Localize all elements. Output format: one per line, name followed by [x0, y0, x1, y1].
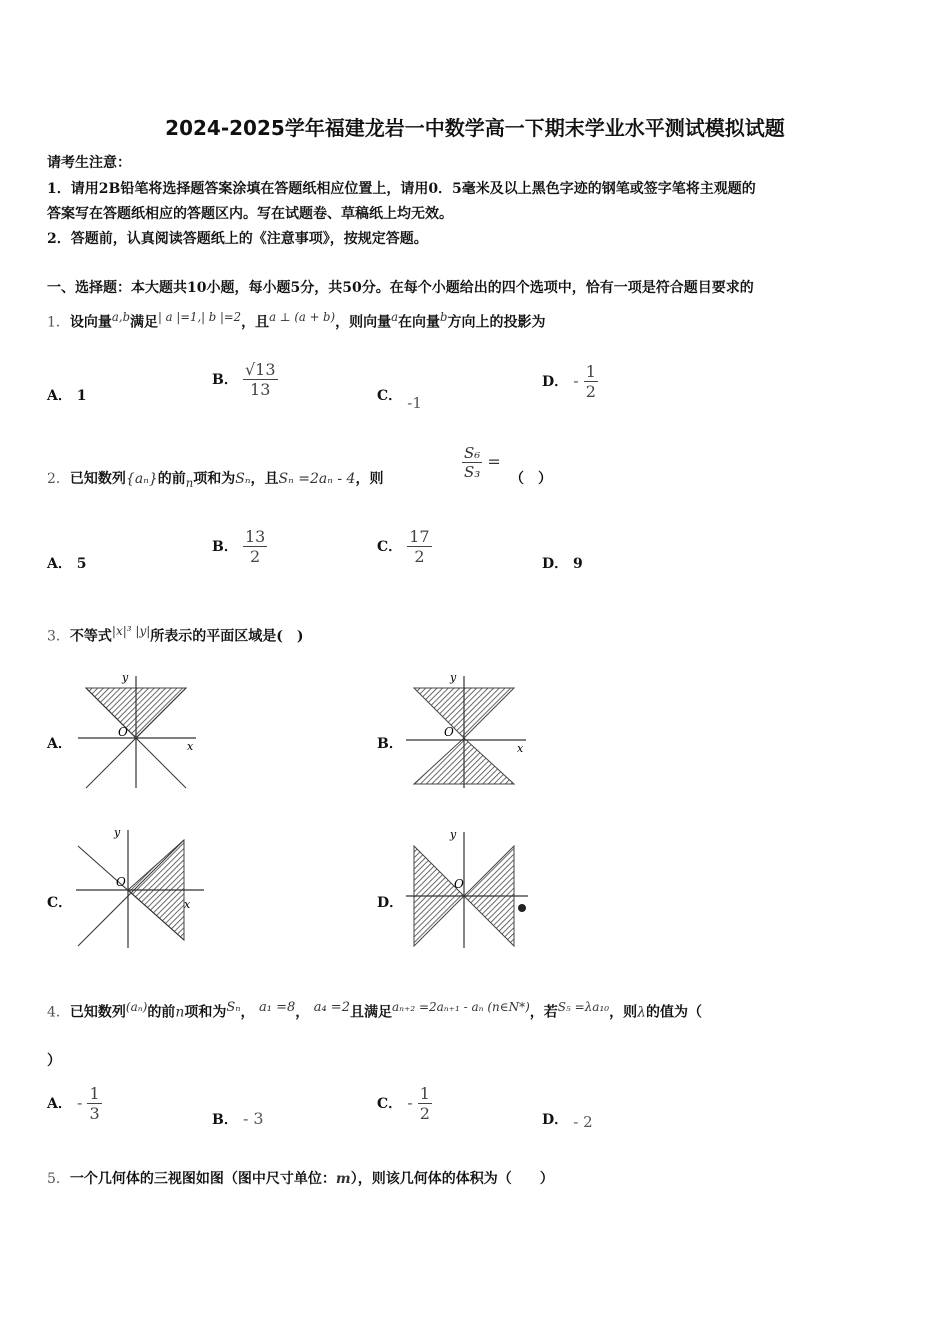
page-title: 2024-2025学年福建龙岩一中数学高一下期末学业水平测试模拟试题 [165, 116, 785, 140]
q1-number: 1． [47, 314, 70, 331]
notice-item-1a: 1．请用2B铅笔将选择题答案涂填在答题纸相应位置上，请用0．5毫米及以上黑色字迹的钢笔或签字笔将主观题的 [47, 181, 756, 197]
notice-item-1b: 答案写在答题纸相应的答题区内。写在试题卷、草稿纸上均无效。 [47, 206, 453, 222]
q4-option-a[interactable]: A． - $\frac{1}{3}$ [47, 1084, 100, 1123]
q2-paren: （ ） [510, 471, 552, 487]
notice-item-2: 2．答题前，认真阅读答题纸上的《注意事项》，按规定答题。 [47, 231, 428, 247]
svg-text:y: y [450, 828, 457, 841]
q4-option-b[interactable]: B． - 3 [212, 1109, 264, 1128]
svg-text:O: O [454, 877, 464, 891]
question-3: 3．不等式$^{|x|^3 |y|}$所表示的平面区域是( ) [47, 624, 304, 645]
svg-text:y: y [114, 826, 121, 839]
svg-text:O: O [116, 875, 126, 889]
q3-graph-b[interactable] [400, 668, 530, 790]
q4-option-d[interactable]: D． - 2 [542, 1112, 593, 1131]
question-5: 5．一个几何体的三视图如图（图中尺寸单位：m），则该几何体的体积为（ ） [47, 1171, 554, 1187]
svg-text:y: y [122, 671, 129, 684]
q2-option-c[interactable]: C． $\frac{17}{2}$ [377, 527, 430, 566]
section-heading: 一、选择题：本大题共10小题，每小题5分，共50分。在每个小题给出的四个选项中，恰有一项是符合题目要求的 [47, 280, 754, 296]
q1-option-c[interactable]: C． -1 [377, 388, 422, 412]
q2-option-d[interactable]: D． 9 [542, 556, 583, 572]
svg-text:y: y [450, 671, 457, 684]
q1-option-a[interactable]: A． 1 [47, 388, 87, 404]
svg-text:x: x [187, 740, 194, 753]
svg-text:O: O [444, 725, 454, 739]
q3-graph-c[interactable] [72, 824, 207, 949]
notice-heading: 请考生注意： [47, 155, 131, 171]
q1-option-b[interactable]: B． $\frac{√13}{13}$ [212, 360, 276, 399]
question-4: 4．已知数列$^{(a_n)}$的前n项和为$^{S_n}$， $^{a_1 =8}$， $^{a_4 =2}$且满足$^{a_{n+2} =2a_{n+1} - a_n (n\in N*)}$，若$^{S_5 =\lambda a_{10}}$，则λ的值为（ [47, 1000, 702, 1021]
q3-graph-a[interactable] [72, 668, 202, 790]
q2-option-a[interactable]: A． 5 [47, 556, 87, 572]
svg-text:O: O [118, 725, 128, 739]
q4-close-paren: ） [47, 1053, 61, 1069]
q3-option-b[interactable]: B． [377, 736, 403, 752]
q3-graph-d[interactable] [400, 826, 535, 951]
svg-text:x: x [184, 898, 191, 911]
question-1: 1．设向量$^{a,b}$满足$^{| a |=1,| b |=2}$，且$^{a \perp (a + b)}$，则向量$^a$在向量$^b$方向上的投影为 [47, 310, 546, 331]
q2-fraction: $\frac{\text{S₆}}{\text{S₃}}$ = [464, 444, 501, 481]
q1-option-d[interactable]: D． - $\frac{1}{2}$ [542, 362, 596, 401]
q3-option-a[interactable]: A． [47, 736, 72, 752]
svg-text:x: x [517, 742, 524, 755]
q2-option-b[interactable]: B． $\frac{13}{2}$ [212, 527, 266, 566]
question-2: 2．已知数列{aₙ}的前$_n$项和为Sₙ，且Sₙ =2aₙ - 4，则 [47, 471, 384, 490]
q3-option-c[interactable]: C． [47, 895, 73, 911]
q4-option-c[interactable]: C． - $\frac{1}{2}$ [377, 1084, 430, 1123]
q3-option-d[interactable]: D． [377, 895, 404, 911]
